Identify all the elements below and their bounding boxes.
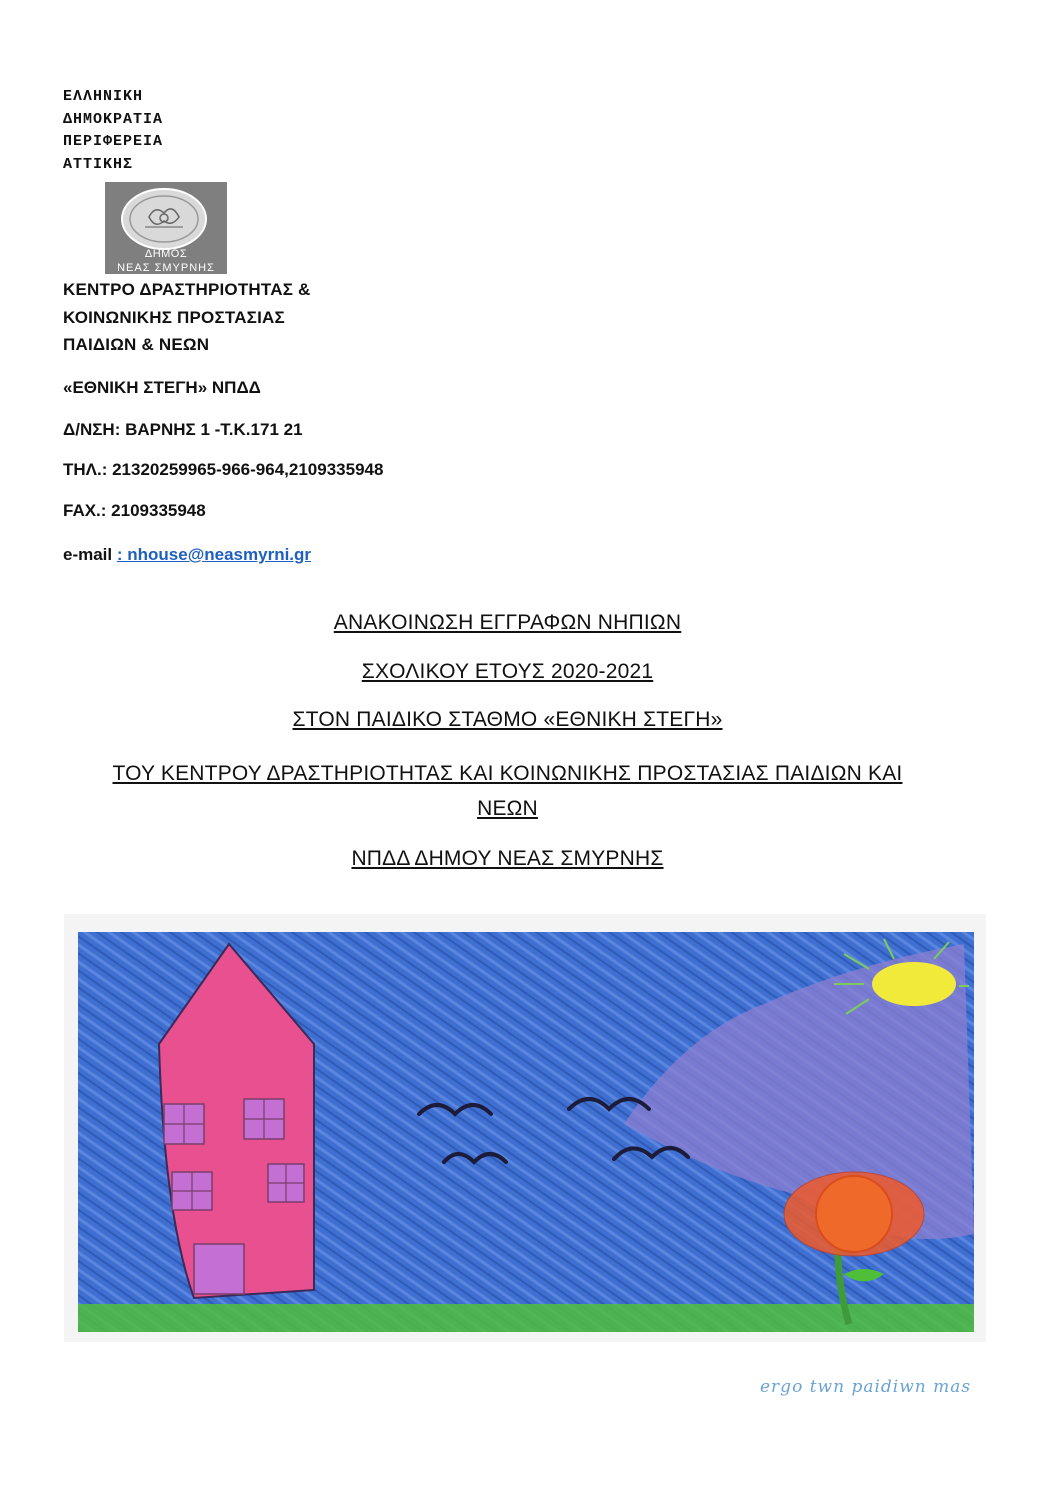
header-line: ΠΕΡΙΦΕΡΕΙΑ <box>63 133 164 150</box>
announcement-title: ΑΝΑΚΟΙΝΩΣΗ ΕΓΓΡΑΦΩΝ ΝΗΠΙΩΝ <box>333 611 682 634</box>
email-row <box>63 545 311 565</box>
organization-line: ΚΕΝΤΡΟ ΔΡΑΣΤΗΡΙΟΤΗΤΑΣ & <box>63 280 311 299</box>
email-label: e-mail <box>63 545 117 564</box>
announcement-title: ΣΧΟΛΙΚΟΥ ΕΤΟΥΣ 2020-2021 <box>361 660 654 683</box>
header-line: ΕΛΛΗΝΙΚΗ <box>63 88 144 105</box>
children-drawing <box>64 914 986 1342</box>
announcement-title: ΤΟΥ ΚΕΝΤΡΟΥ ΔΡΑΣΤΗΡΙΟΤΗΤΑΣ ΚΑΙ ΚΟΙΝΩΝΙΚΗΣ ΠΡΟΣΤΑΣΙΑΣ ΠΑΙΔΙΩΝ ΚΑΙ <box>112 762 903 785</box>
municipality-logo <box>105 182 227 274</box>
organization-line: ΠΑΙΔΙΩΝ & ΝΕΩΝ <box>63 335 210 354</box>
header-line: ΑΤΤΙΚΗΣ <box>63 155 134 173</box>
email-link[interactable]: : nhouse@neasmyrni.gr <box>116 545 312 564</box>
announcement-title: ΝΕΩΝ <box>477 797 538 820</box>
phone: ΤΗΛ.: 21320259965-966-964,2109335948 <box>63 460 384 479</box>
logo-text: ΔΗΜΟΣ <box>144 248 188 260</box>
country-region-header <box>63 86 163 176</box>
seal-icon <box>119 187 209 251</box>
logo-text: ΝΕΑΣ ΣΜΥΡΝΗΣ <box>117 262 215 274</box>
announcement-title: ΝΠΔΔ ΔΗΜΟΥ ΝΕΑΣ ΣΜΥΡΝΗΣ <box>351 847 664 870</box>
header-line: ΔΗΜΟΚΡΑΤΙΑ <box>63 110 164 128</box>
organization-line: ΚΟΙΝΩΝΙΚΗΣ ΠΡΟΣΤΑΣΙΑΣ <box>63 308 285 327</box>
grass <box>78 1304 974 1332</box>
announcement-title: ΣΤΟΝ ΠΑΙΔΙΚΟ ΣΤΑΘΜΟ «ΕΘΝΙΚΗ ΣΤΕΓΗ» <box>292 708 723 731</box>
organization-name: «ΕΘΝΙΚΗ ΣΤΕΓΗ» ΝΠΔΔ <box>63 378 261 397</box>
address: Δ/ΝΣΗ: ΒΑΡΝΗΣ 1 -Τ.Κ.171 21 <box>63 420 303 439</box>
fax: FAX.: 2109335948 <box>63 501 206 520</box>
drawing-caption: ergo twn paidiwn mas <box>760 1377 972 1397</box>
